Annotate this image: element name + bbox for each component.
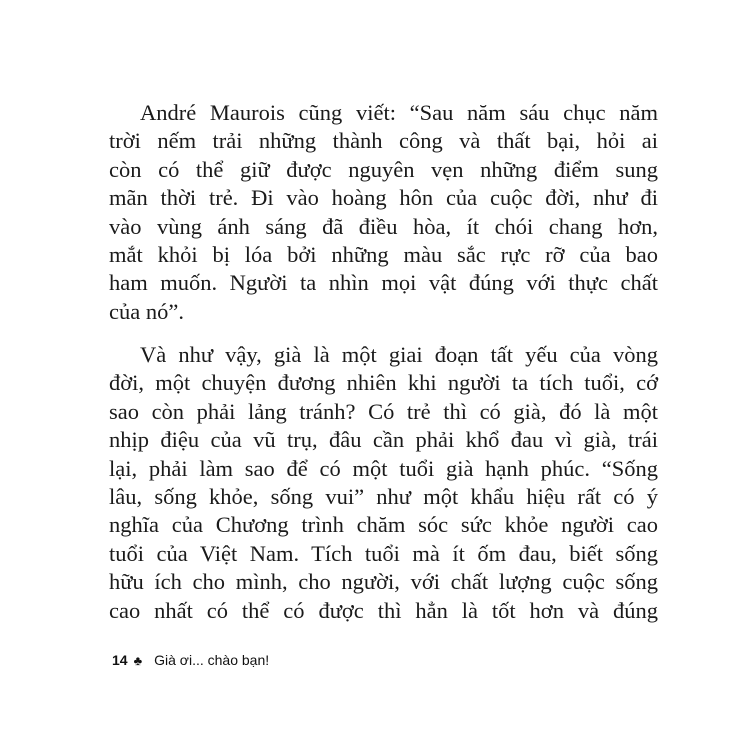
club-ornament-icon: ♣ (133, 652, 143, 668)
text-line: lại, phải làm sao để có một tuổi già hạnh phúc. “Sống (109, 455, 658, 481)
text-line: cao nhất có thể có được thì hẳn là tốt hơn và đúng (109, 597, 658, 623)
text-line: André Maurois cũng viết: “Sau năm sáu chục năm (140, 100, 658, 125)
text-line: mãn thời trẻ. Đi vào hoàng hôn của cuộc đời, như đi (109, 185, 658, 211)
text-line: mắt khỏi bị lóa bởi những màu sắc rực rỡ của bao (109, 241, 658, 267)
page-number: 14 (112, 652, 128, 668)
text-line: tuổi của Việt Nam. Tích tuổi mà ít ốm đau, biết sống (109, 540, 658, 566)
text-line: trời nếm trải những thành công và thất bại, hỏi ai (109, 128, 658, 154)
text-line: Và như vậy, già là một giai đoạn tất yếu của vòng (140, 342, 658, 367)
text-line: còn có thể giữ được nguyên vẹn những điểm sung (109, 156, 658, 182)
text-line: ham muốn. Người ta nhìn mọi vật đúng với thực chất (109, 270, 658, 296)
page-footer (112, 652, 269, 668)
text-line: nghĩa của Chương trình chăm sóc sức khỏe người cao (109, 512, 658, 538)
text-line: vào vùng ánh sáng đã điều hòa, ít chói chang hơn, (109, 213, 658, 239)
text-line: lâu, sống khỏe, sống vui” như một khẩu hiệu rất có ý (109, 483, 658, 509)
text-line: hữu ích cho mình, cho người, với chất lượng cuộc sống (109, 569, 658, 595)
text-line: nhịp điệu của vũ trụ, đâu cần phải khổ đau vì già, trái (109, 427, 658, 453)
text-line: sao còn phải lảng tránh? Có trẻ thì có già, đó là một (109, 398, 658, 424)
paragraph-1 (109, 99, 658, 326)
text-line: của nó”. (109, 298, 184, 324)
running-title: Già ơi... chào bạn! (154, 652, 270, 668)
paragraph-2 (109, 341, 658, 625)
text-line: đời, một chuyện đương nhiên khi người ta tích tuổi, cớ (109, 370, 658, 396)
